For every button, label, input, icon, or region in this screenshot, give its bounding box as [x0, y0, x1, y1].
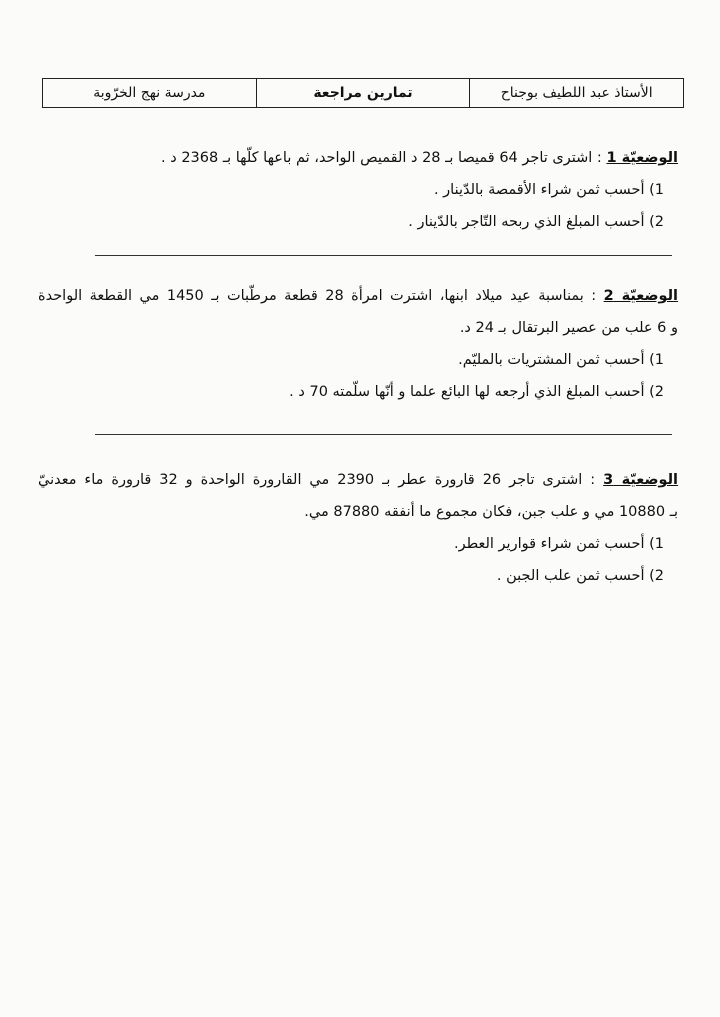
- question-item: 1) أحسب ثمن شراء قوارير العطر.: [454, 536, 664, 552]
- situation-1: [38, 142, 678, 238]
- section-divider: [95, 434, 672, 435]
- question-item: 1) أحسب ثمن شراء الأقمصة بالدّينار .: [433, 182, 664, 198]
- question-item: 2) أحسب المبلغ الذي أرجعه لها البائع علما و أنّها سلّمته 70 د .: [289, 384, 664, 400]
- question-item: 2) أحسب ثمن علب الجبن .: [496, 568, 664, 584]
- section-divider: [95, 255, 672, 256]
- situation-label: الوضعيّة 3: [603, 472, 679, 488]
- worksheet-title: تمارين مراجعة: [257, 79, 471, 107]
- situation-line: الوضعيّة 1 : اشترى تاجر 64 قميصا بـ 28 د القميص الواحد، ثم باعها كلّها بـ 2368 د .: [161, 150, 678, 166]
- header-table: [42, 78, 684, 108]
- situation-text: اشترى تاجر 26 قارورة عطر بـ 2390 مي القارورة الواحدة و 32 قارورة ماء معدنيّ: [38, 472, 583, 488]
- school-name: مدرسة نهج الخرّوبة: [43, 79, 257, 107]
- situation-text: بمناسبة عيد ميلاد ابنها، اشترت امرأة 28 قطعة مرطّبات بـ 1450 مي القطعة الواحدة: [38, 288, 584, 304]
- situation-label: الوضعيّة 1: [606, 150, 678, 166]
- situation-text: بـ 10880 مي و علب جبن، فكان مجموع ما أنفقه 87880 مي.: [304, 504, 678, 520]
- situation-label: الوضعيّة 2: [603, 288, 678, 304]
- situation-line: الوضعيّة 2 : بمناسبة عيد ميلاد ابنها، اشترت امرأة 28 قطعة مرطّبات بـ 1450 مي القطعة الواحدة: [38, 288, 678, 304]
- situation-text: اشترى تاجر 64 قميصا بـ 28 د القميص الواحد، ثم باعها كلّها بـ 2368 د .: [161, 150, 593, 166]
- question-item: 1) أحسب ثمن المشتريات بالمليّم.: [458, 352, 664, 368]
- situation-3: [38, 464, 678, 592]
- situation-2: [38, 280, 678, 408]
- question-item: 2) أحسب المبلغ الذي ربحه التّاجر بالدّينار .: [408, 214, 664, 230]
- teacher-name: الأستاذ عبد اللطيف بوجناح: [500, 85, 653, 101]
- situation-text: و 6 علب من عصير البرتقال بـ 24 د.: [459, 320, 678, 336]
- situation-line: الوضعيّة 3 : اشترى تاجر 26 قارورة عطر بـ 2390 مي القارورة الواحدة و 32 قارورة ماء معدنيّ: [38, 472, 679, 488]
